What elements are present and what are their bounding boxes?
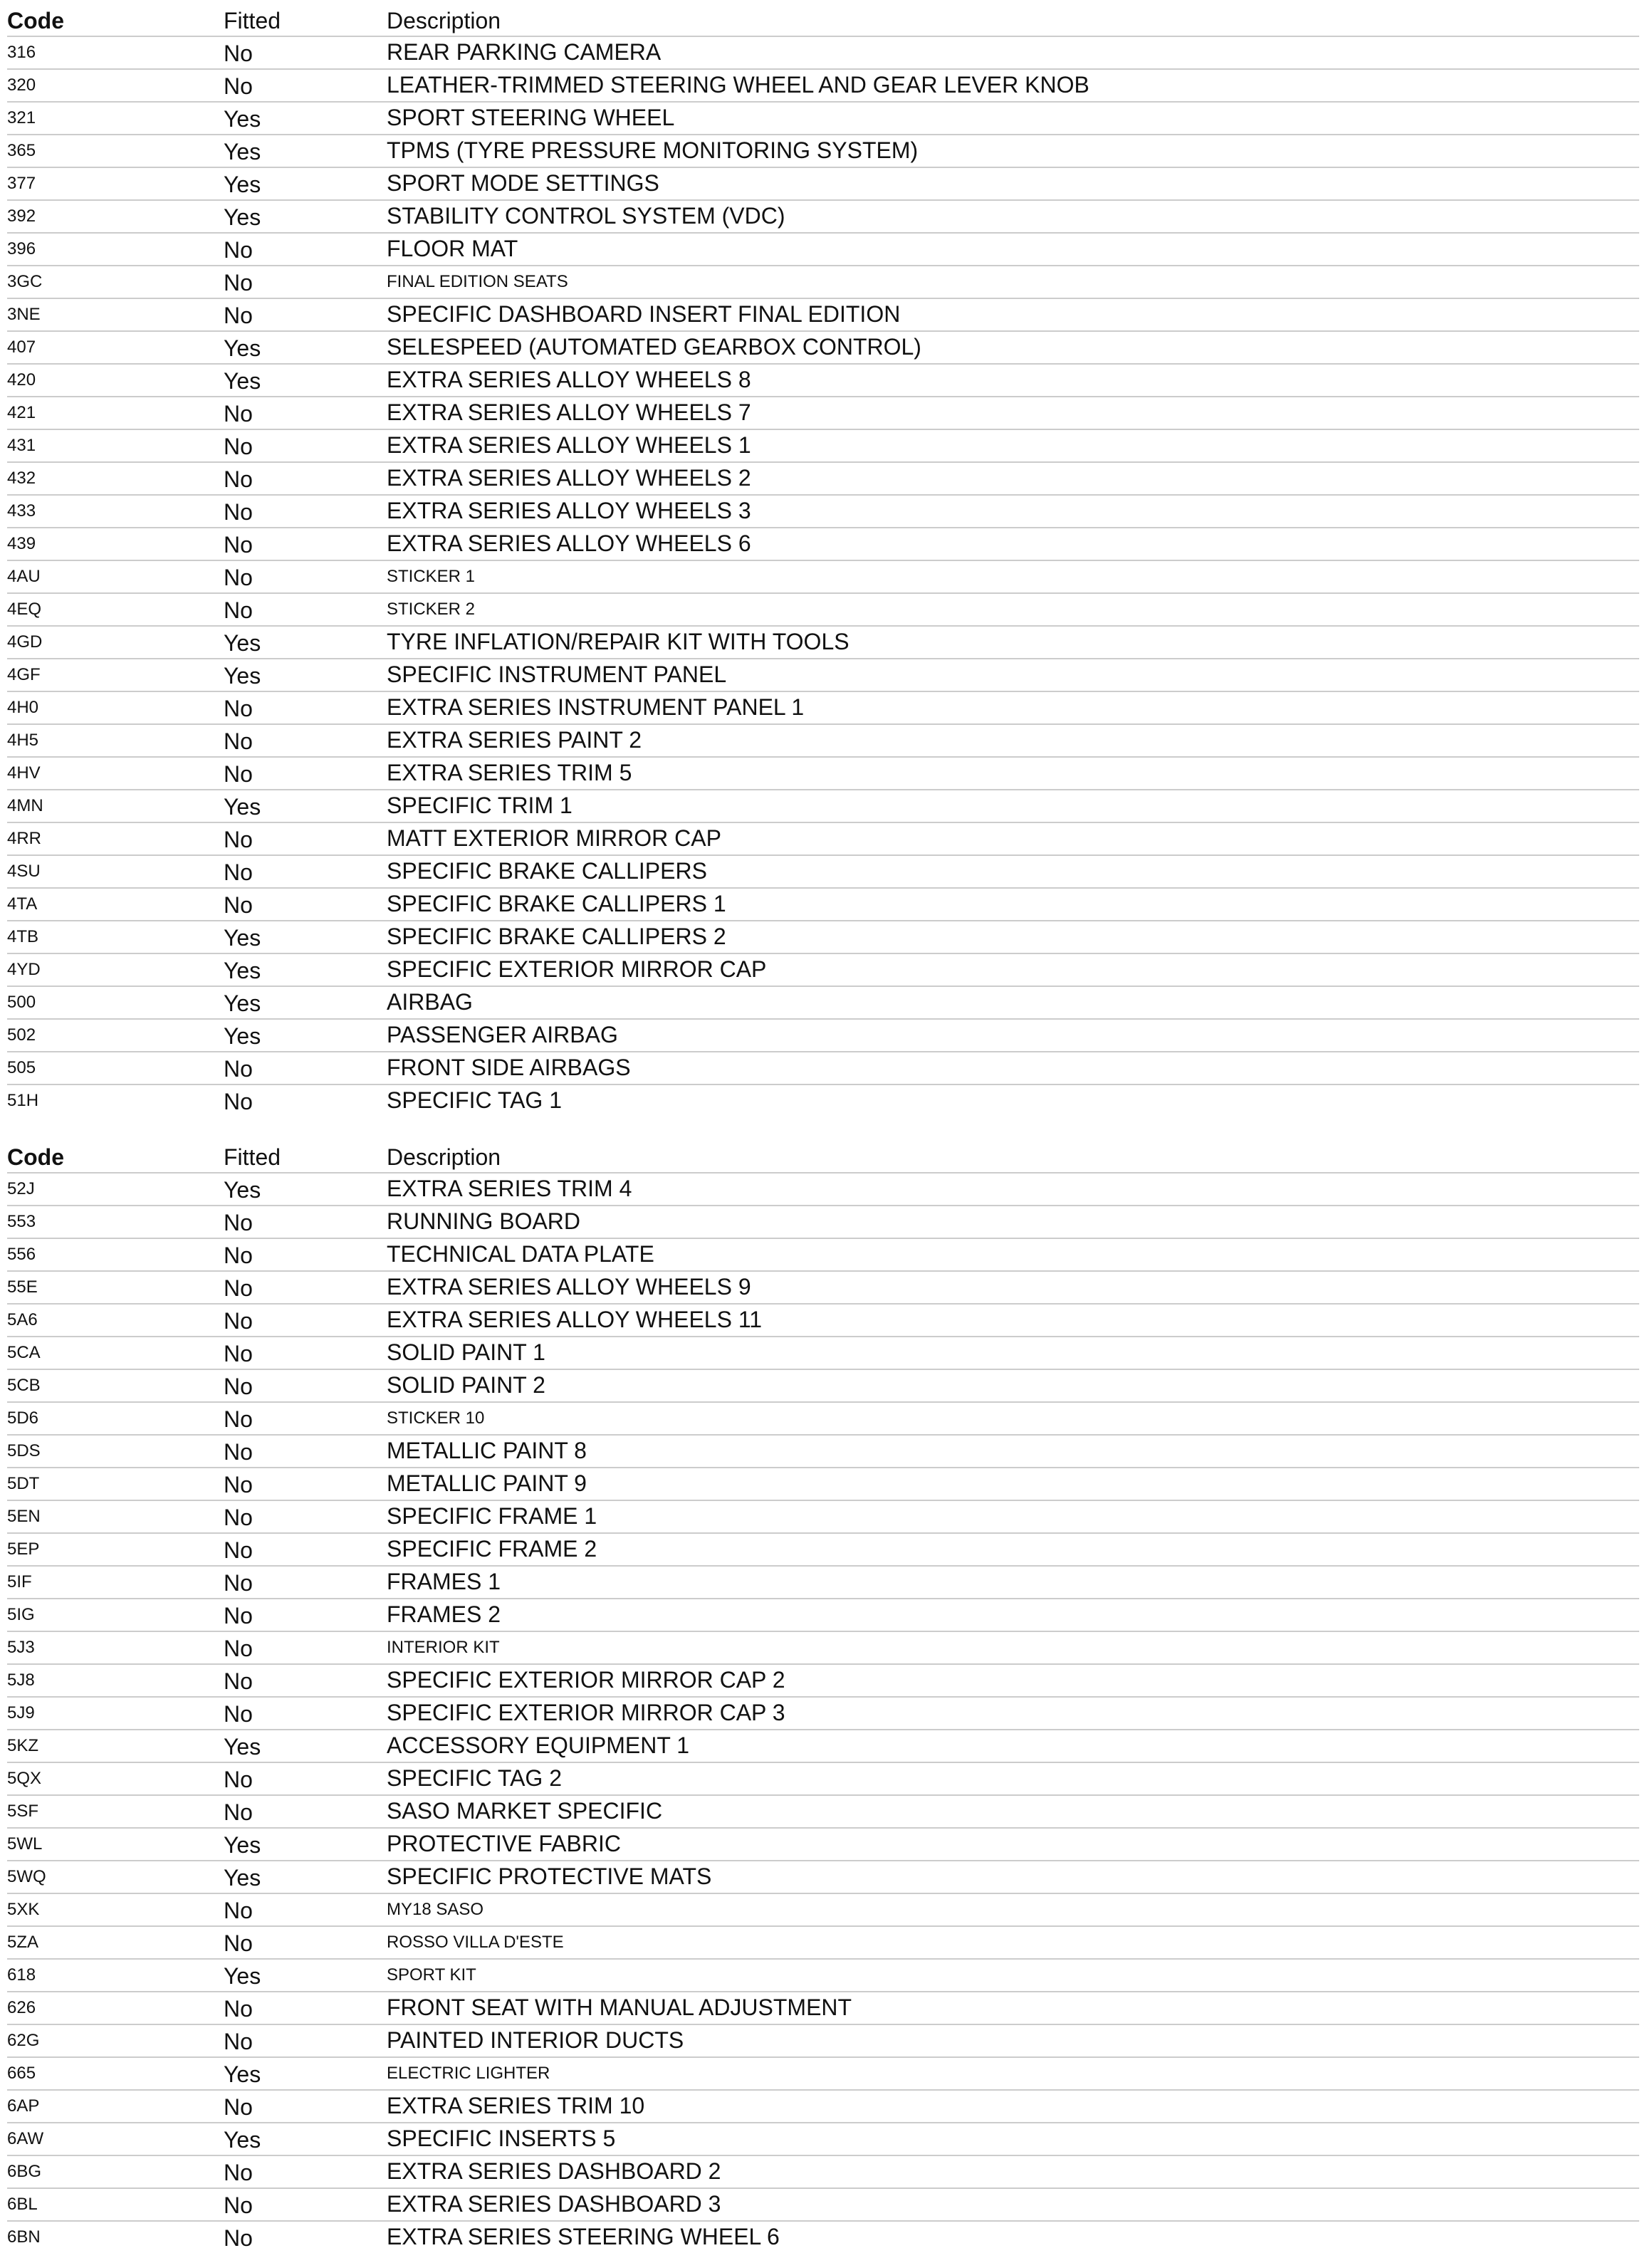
option-description: FINAL EDITION SEATS	[387, 272, 568, 291]
table-row	[7, 723, 1639, 756]
option-code: 4TA	[7, 894, 38, 914]
option-description: STICKER 1	[387, 567, 476, 586]
option-fitted: No	[224, 73, 253, 99]
option-description: FRAMES 1	[387, 1569, 501, 1594]
option-code: 392	[7, 207, 36, 226]
table-row	[7, 429, 1639, 461]
table-row	[7, 265, 1639, 298]
option-fitted: Yes	[224, 630, 261, 656]
option-code: 665	[7, 2064, 36, 2083]
option-description: EXTRA SERIES ALLOY WHEELS 2	[387, 465, 751, 491]
table-row	[7, 298, 1639, 330]
table-row	[7, 36, 1639, 68]
option-description: EXTRA SERIES ALLOY WHEELS 1	[387, 432, 751, 458]
option-fitted: Yes	[224, 1177, 261, 1203]
option-code: 421	[7, 403, 36, 422]
option-description: EXTRA SERIES ALLOY WHEELS 6	[387, 530, 751, 556]
option-code: 5A6	[7, 1310, 38, 1329]
table-row	[7, 1051, 1639, 1084]
option-description: MATT EXTERIOR MIRROR CAP	[387, 825, 721, 851]
option-fitted: No	[224, 2029, 253, 2054]
option-description: SOLID PAINT 2	[387, 1372, 545, 1398]
option-description: SPECIFIC BRAKE CALLIPERS	[387, 858, 707, 884]
option-fitted: Yes	[224, 335, 261, 361]
table-header-row	[7, 3, 1639, 36]
option-code: 5J9	[7, 1703, 35, 1723]
option-fitted: No	[224, 1898, 253, 1923]
option-fitted: No	[224, 728, 253, 754]
option-fitted: No	[224, 1210, 253, 1235]
option-code: 5IG	[7, 1605, 35, 1624]
option-description: PASSENGER AIRBAG	[387, 1022, 618, 1047]
option-description: EXTRA SERIES STEERING WHEEL 6	[387, 2224, 780, 2249]
option-code: 4HV	[7, 763, 41, 783]
option-description: SPECIFIC BRAKE CALLIPERS 1	[387, 891, 726, 916]
option-description: SPECIFIC TRIM 1	[387, 793, 573, 818]
option-description: SASO MARKET SPECIFIC	[387, 1798, 663, 1824]
header-code: Code	[7, 8, 64, 33]
option-code: 4H0	[7, 698, 39, 717]
option-code: 5CA	[7, 1343, 41, 1362]
option-fitted: Yes	[224, 1963, 261, 1989]
option-fitted: No	[224, 597, 253, 623]
table-row	[7, 1696, 1639, 1729]
table-row	[7, 1958, 1639, 1991]
option-fitted: Yes	[224, 990, 261, 1016]
option-fitted: Yes	[224, 1865, 261, 1891]
option-description: SPORT KIT	[387, 1965, 476, 1985]
option-code: 6BN	[7, 2227, 41, 2247]
option-description: SPECIFIC INSERTS 5	[387, 2126, 616, 2151]
table-row	[7, 822, 1639, 854]
options-table-2	[7, 1139, 1639, 2253]
option-code: 502	[7, 1025, 36, 1045]
table-row	[7, 658, 1639, 691]
option-code: 439	[7, 534, 36, 553]
table-row	[7, 461, 1639, 494]
option-code: 6AP	[7, 2096, 40, 2116]
option-code: 432	[7, 469, 36, 488]
table-row	[7, 1205, 1639, 1238]
option-description: SPORT STEERING WHEEL	[387, 105, 675, 130]
table-row	[7, 1401, 1639, 1434]
table-row	[7, 2187, 1639, 2220]
option-description: EXTRA SERIES DASHBOARD 3	[387, 2191, 721, 2217]
option-fitted: No	[224, 761, 253, 787]
option-description: SPECIFIC BRAKE CALLIPERS 2	[387, 924, 726, 949]
option-description: ROSSO VILLA D'ESTE	[387, 1933, 564, 1952]
option-fitted: No	[224, 1799, 253, 1825]
option-description: PAINTED INTERIOR DUCTS	[387, 2027, 684, 2053]
table-row	[7, 1663, 1639, 1696]
header-code: Code	[7, 1144, 64, 1170]
option-fitted: No	[224, 1472, 253, 1497]
option-code: 4H5	[7, 731, 39, 750]
option-code: 500	[7, 993, 36, 1012]
table-row	[7, 1729, 1639, 1762]
table-row	[7, 560, 1639, 592]
option-description: MY18 SASO	[387, 1900, 484, 1919]
option-fitted: No	[224, 2160, 253, 2185]
table-row	[7, 330, 1639, 363]
option-description: FRAMES 2	[387, 1601, 501, 1627]
option-fitted: No	[224, 237, 253, 263]
option-fitted: No	[224, 41, 253, 66]
option-code: 51H	[7, 1091, 39, 1110]
option-description: EXTRA SERIES ALLOY WHEELS 3	[387, 498, 751, 523]
table-row	[7, 789, 1639, 822]
option-fitted: No	[224, 499, 253, 525]
table-row	[7, 1762, 1639, 1794]
option-code: 407	[7, 338, 36, 357]
option-code: 420	[7, 370, 36, 390]
option-fitted: No	[224, 892, 253, 918]
option-fitted: No	[224, 2094, 253, 2120]
option-description: SPECIFIC TAG 1	[387, 1087, 562, 1113]
option-fitted: No	[224, 1406, 253, 1432]
table-row	[7, 527, 1639, 560]
table-row	[7, 920, 1639, 953]
option-fitted: No	[224, 565, 253, 590]
option-code: 6BL	[7, 2195, 38, 2214]
option-description: FRONT SEAT WITH MANUAL ADJUSTMENT	[387, 1995, 852, 2020]
option-code: 320	[7, 75, 36, 95]
table-header-row	[7, 1139, 1639, 1172]
option-code: 4YD	[7, 960, 41, 979]
option-description: REAR PARKING CAMERA	[387, 39, 662, 65]
option-code: 3NE	[7, 305, 41, 324]
option-fitted: No	[224, 1636, 253, 1661]
option-fitted: No	[224, 1505, 253, 1530]
table-row	[7, 1991, 1639, 2024]
option-code: 618	[7, 1965, 36, 1985]
option-description: STABILITY CONTROL SYSTEM (VDC)	[387, 203, 785, 229]
option-fitted: No	[224, 1243, 253, 1268]
header-description: Description	[387, 1144, 501, 1170]
table-row	[7, 1434, 1639, 1467]
option-description: FLOOR MAT	[387, 236, 518, 261]
table-row	[7, 625, 1639, 658]
option-code: 52J	[7, 1179, 35, 1198]
option-fitted: No	[224, 1701, 253, 1727]
table-row	[7, 1084, 1639, 1117]
options-table-1	[7, 3, 1639, 1117]
option-code: 5KZ	[7, 1736, 39, 1755]
option-description: SELESPEED (AUTOMATED GEARBOX CONTROL)	[387, 334, 921, 360]
table-row	[7, 1860, 1639, 1893]
table-row	[7, 199, 1639, 232]
option-fitted: No	[224, 532, 253, 558]
table-row	[7, 2122, 1639, 2155]
option-code: 4EQ	[7, 600, 42, 619]
option-description: SPECIFIC DASHBOARD INSERT FINAL EDITION	[387, 301, 901, 327]
option-code: 626	[7, 1998, 36, 2017]
header-description: Description	[387, 8, 501, 33]
option-description: EXTRA SERIES PAINT 2	[387, 727, 642, 753]
option-description: PROTECTIVE FABRIC	[387, 1831, 621, 1856]
option-code: 505	[7, 1058, 36, 1077]
table-row	[7, 2155, 1639, 2187]
table-row	[7, 1270, 1639, 1303]
option-code: 5ZA	[7, 1933, 39, 1952]
option-description: SPECIFIC FRAME 1	[387, 1503, 597, 1529]
option-code: 5WQ	[7, 1867, 46, 1886]
option-fitted: No	[224, 827, 253, 852]
option-fitted: No	[224, 270, 253, 296]
option-description: ELECTRIC LIGHTER	[387, 2064, 550, 2083]
table-row	[7, 1794, 1639, 1827]
option-fitted: No	[224, 859, 253, 885]
option-code: 4RR	[7, 829, 42, 848]
option-code: 396	[7, 239, 36, 258]
table-row	[7, 68, 1639, 101]
option-code: 4SU	[7, 862, 41, 881]
table-row	[7, 1631, 1639, 1663]
option-fitted: No	[224, 1930, 253, 1956]
option-description: EXTRA SERIES TRIM 4	[387, 1176, 632, 1201]
option-description: INTERIOR KIT	[387, 1638, 500, 1657]
option-code: 365	[7, 141, 36, 160]
option-fitted: Yes	[224, 1734, 261, 1760]
option-code: 5EP	[7, 1540, 40, 1559]
option-fitted: No	[224, 1056, 253, 1082]
option-code: 6AW	[7, 2129, 44, 2148]
option-description: RUNNING BOARD	[387, 1208, 581, 1234]
option-description: EXTRA SERIES ALLOY WHEELS 8	[387, 367, 751, 392]
option-code: 5WL	[7, 1834, 43, 1854]
table-row	[7, 592, 1639, 625]
option-description: STICKER 2	[387, 600, 476, 619]
option-fitted: No	[224, 1603, 253, 1629]
table-row	[7, 1238, 1639, 1270]
table-row	[7, 1369, 1639, 1401]
option-fitted: No	[224, 696, 253, 721]
option-description: EXTRA SERIES ALLOY WHEELS 9	[387, 1274, 751, 1300]
table-row	[7, 1467, 1639, 1500]
option-code: 5J8	[7, 1671, 35, 1690]
option-description: TYRE INFLATION/REPAIR KIT WITH TOOLS	[387, 629, 849, 654]
option-code: 3GC	[7, 272, 43, 291]
table-row	[7, 494, 1639, 527]
table-row	[7, 986, 1639, 1018]
option-code: 5D6	[7, 1408, 39, 1428]
option-code: 5J3	[7, 1638, 35, 1657]
option-code: 5DS	[7, 1441, 41, 1460]
option-description: ACCESSORY EQUIPMENT 1	[387, 1732, 690, 1758]
option-description: EXTRA SERIES DASHBOARD 2	[387, 2158, 721, 2184]
option-fitted: No	[224, 1089, 253, 1114]
option-fitted: Yes	[224, 2127, 261, 2153]
option-fitted: No	[224, 2225, 253, 2251]
option-description: AIRBAG	[387, 989, 473, 1015]
table-row	[7, 2089, 1639, 2122]
table-row	[7, 1565, 1639, 1598]
option-fitted: Yes	[224, 2061, 261, 2087]
option-description: SPECIFIC PROTECTIVE MATS	[387, 1863, 712, 1889]
table-row	[7, 1336, 1639, 1369]
option-code: 4TB	[7, 927, 39, 946]
option-description: SPECIFIC FRAME 2	[387, 1536, 597, 1562]
option-code: 433	[7, 501, 36, 521]
table-row	[7, 953, 1639, 986]
option-description: TECHNICAL DATA PLATE	[387, 1241, 654, 1267]
table-row	[7, 101, 1639, 134]
option-fitted: No	[224, 1767, 253, 1792]
option-code: 5XK	[7, 1900, 40, 1919]
table-row	[7, 887, 1639, 920]
option-description: EXTRA SERIES ALLOY WHEELS 7	[387, 399, 751, 425]
option-description: EXTRA SERIES TRIM 10	[387, 2093, 645, 2118]
option-fitted: Yes	[224, 958, 261, 983]
option-fitted: No	[224, 1537, 253, 1563]
option-fitted: Yes	[224, 1023, 261, 1049]
option-fitted: No	[224, 303, 253, 328]
table-row	[7, 2056, 1639, 2089]
option-description: SPECIFIC TAG 2	[387, 1765, 562, 1791]
option-code: 377	[7, 174, 36, 193]
option-fitted: No	[224, 2192, 253, 2218]
option-description: LEATHER-TRIMMED STEERING WHEEL AND GEAR LEVER KNOB	[387, 72, 1089, 98]
option-description: SPORT MODE SETTINGS	[387, 170, 659, 196]
option-description: SPECIFIC EXTERIOR MIRROR CAP 2	[387, 1667, 785, 1693]
table-row	[7, 2220, 1639, 2253]
option-description: EXTRA SERIES INSTRUMENT PANEL 1	[387, 694, 805, 720]
header-fitted: Fitted	[224, 8, 281, 33]
table-row	[7, 134, 1639, 167]
option-description: TPMS (TYRE PRESSURE MONITORING SYSTEM)	[387, 137, 919, 163]
table-row	[7, 1500, 1639, 1532]
option-code: 4AU	[7, 567, 41, 586]
table-row	[7, 1925, 1639, 1958]
table-row	[7, 1532, 1639, 1565]
option-fitted: No	[224, 1996, 253, 2022]
option-code: 5SF	[7, 1802, 39, 1821]
option-code: 5CB	[7, 1376, 41, 1395]
option-code: 431	[7, 436, 36, 455]
option-description: METALLIC PAINT 8	[387, 1438, 587, 1463]
table-row	[7, 396, 1639, 429]
option-code: 6BG	[7, 2162, 42, 2181]
option-code: 5QX	[7, 1769, 42, 1788]
option-fitted: Yes	[224, 106, 261, 132]
option-fitted: Yes	[224, 139, 261, 164]
option-code: 316	[7, 43, 36, 62]
option-description: SOLID PAINT 1	[387, 1339, 545, 1365]
option-fitted: Yes	[224, 1832, 261, 1858]
option-description: SPECIFIC EXTERIOR MIRROR CAP 3	[387, 1700, 785, 1725]
option-fitted: No	[224, 1275, 253, 1301]
table-row	[7, 232, 1639, 265]
table-row	[7, 1303, 1639, 1336]
option-code: 5DT	[7, 1474, 40, 1493]
option-code: 4GF	[7, 665, 41, 684]
table-row	[7, 1893, 1639, 1925]
option-fitted: Yes	[224, 368, 261, 394]
option-description: STICKER 10	[387, 1408, 485, 1428]
option-fitted: Yes	[224, 925, 261, 951]
option-fitted: No	[224, 1439, 253, 1465]
option-fitted: No	[224, 466, 253, 492]
table-row	[7, 756, 1639, 789]
option-code: 5IF	[7, 1572, 32, 1591]
table-row	[7, 1598, 1639, 1631]
table-row	[7, 2024, 1639, 2056]
option-code: 5EN	[7, 1507, 41, 1526]
option-description: METALLIC PAINT 9	[387, 1470, 587, 1496]
header-fitted: Fitted	[224, 1144, 281, 1170]
table-row	[7, 1827, 1639, 1860]
option-description: EXTRA SERIES TRIM 5	[387, 760, 632, 785]
option-code: 4MN	[7, 796, 43, 815]
table-row	[7, 1172, 1639, 1205]
option-code: 4GD	[7, 632, 43, 652]
option-code: 55E	[7, 1277, 38, 1297]
option-fitted: No	[224, 1374, 253, 1399]
table-row	[7, 854, 1639, 887]
option-code: 556	[7, 1245, 36, 1264]
table-row	[7, 691, 1639, 723]
table-row	[7, 1018, 1639, 1051]
option-description: EXTRA SERIES ALLOY WHEELS 11	[387, 1307, 763, 1332]
option-code: 553	[7, 1212, 36, 1231]
option-fitted: Yes	[224, 172, 261, 197]
option-code: 62G	[7, 2031, 40, 2050]
option-code: 321	[7, 108, 36, 127]
table-row	[7, 167, 1639, 199]
option-fitted: Yes	[224, 204, 261, 230]
option-fitted: No	[224, 1570, 253, 1596]
option-description: SPECIFIC EXTERIOR MIRROR CAP	[387, 956, 767, 982]
option-fitted: No	[224, 434, 253, 459]
option-fitted: Yes	[224, 663, 261, 689]
option-fitted: Yes	[224, 794, 261, 820]
option-fitted: No	[224, 1668, 253, 1694]
option-fitted: No	[224, 1308, 253, 1334]
option-fitted: No	[224, 1341, 253, 1366]
table-row	[7, 363, 1639, 396]
option-description: SPECIFIC INSTRUMENT PANEL	[387, 662, 727, 687]
option-fitted: No	[224, 401, 253, 427]
option-description: FRONT SIDE AIRBAGS	[387, 1055, 631, 1080]
